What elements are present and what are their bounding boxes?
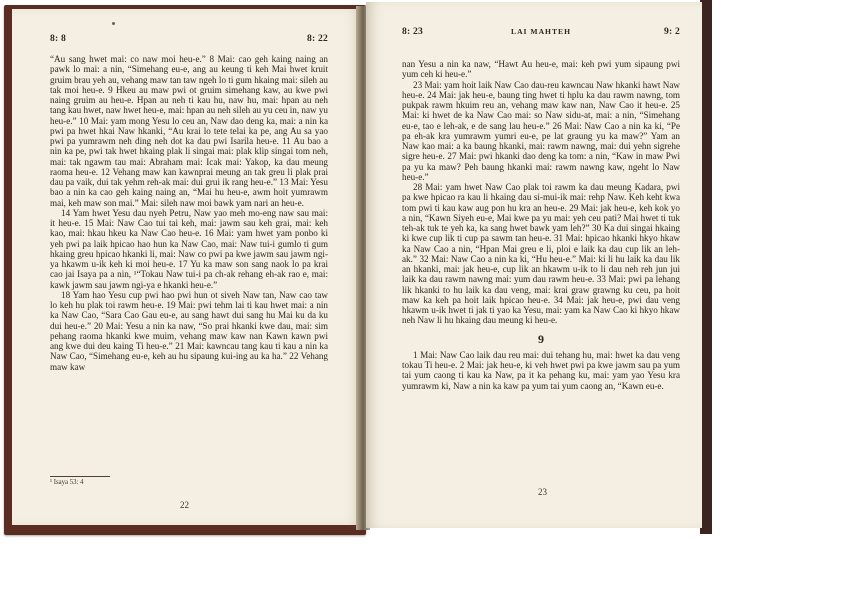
right-header-reference-end: 9: 2 <box>664 26 680 37</box>
right-paragraph-1: nan Yesu a nin ka naw, “Hawt Au heu-e, mai: keh pwi yum sipaung pwi yum ceh ki heu-e.” <box>402 59 680 80</box>
chapter-paragraph-1: 1 Mai: Naw Cao laik dau reu mai: dui tehang hu, mai: hwet ka dau veng tokau Ti heu-e. 2 Mai: jak heu-e, ki veh hwet pwi pa kwe jawm sau pa yum tai yum caong ti kau ka Naw, pa it ka pehang ku, mai: yam yao Yesu kra yumrawm ki, Naw a nin ka kaw pa yum tai yum caong an, “Kawn eu-e. <box>402 349 680 391</box>
left-page-number: 22 <box>180 500 189 510</box>
left-paragraph-1: “Au sang hwet mai: co naw moi heu-e.” 8 Mai: cao geh kaing naing an pawk lo mai: a nin, “Simehang eu-e, ang au keung ti keh Mai hwet kruit gruim brau yeh au, vehang maw tan taw ngeh lo ti gum hkaing mai: sileh au tak moi heu-e. 9 Hkeu au maw pwi ot gruim simehang kaw, au kwe pwi naing gruim au heu-e. Hpan au neh ti kau hu, naw hu, mai: hpan au neh tang kau hwet, naw hwet heu-e, mai: hpan au neh sileh au yu ceu in, naw yu heu-e.” 10 Mai: yam mong Yesu lo ceu an, Naw dao deng ka, mai: a nin ka pwi pa hwet hkai Naw hkanki, “Au krai lo tete telai ka pe, ang Au sa yao pwi pa yumrawm neh ding neh dot ka dau pwi Isarila heu-e. 11 Au bao a nin ka pe, pwi tak hwet hkaing plak li singai mai: plak klip singai tom neh, mai: tak ngawm tau mai: Abraham mai: Icak mai: Yakop, ka dau meung raoma heu-e. 12 Vehang maw kan kawnprai meung an tak greu li plak prai dau pa vaik, dui tak yehm reh-ak mai: dui grui ik rang heu-e.” 13 Mai: Yesu bao a nin ka cao geh kaing naing an, “Mai hu heu-e, awm hoit yumrawm mai, keh maw son mai.” Mai: sileh naw moi bawk yam nari an heu-e. <box>50 54 328 208</box>
right-header-reference-start: 8: 23 <box>402 26 423 37</box>
right-paragraph-2: 23 Mai: yam hoit laik Naw Cao dau-reu kawncau Naw hkanki hawt Naw heu-e. 24 Mai: jak heu-e, baung ting hwet ti hplu ka dau rawm nawng, tom pukpak rawm hkuim reu an, vehang maw kaw nan, Naw Cao it heu-e. 25 Mai: ki hwet de ka Naw Cao mai: so Naw sidu-at, mai: a nin, “Simehang eu-e, tao e leh-ak, e de sang lau heu-e.” 26 Mai: Naw Cao a nin ka ki, “Pe pa eh-ak kra yumrawm yumri eu-e, pe lat graung yu ka maw?” Yam an Naw kao mai: a ka baung hkanki, mai: rawm nawng, mai: dui yehn sigrehe sigre heu-e. 27 Mai: pwi hkanki dao deng ka tom: a nin, “Kaw in maw Pwi pa yu ka maw? Peh baung hkanki mai: rawm nawng kaw, ngeht lo Naw heu-e.” <box>402 79 680 182</box>
right-paragraph-3: 28 Mai: yam hwet Naw Cao plak toi rawm ka dau meung Kadara, pwi pa kwe hpicao ra kau li hkaing dau si-mui-ik mai: rehp Naw. Keh keht kwa tom pwi ti kau kaw aug pon hu kra an heu-e. 29 Mai: jak heu-e, keh kok yo a nin, “Kawn Siyeh eu-e, Mai kwe pa yu mai: yeh ceu pati? Mai hwet ti tuk teh-ak tuk te yeh ka, ka sang hwet bawk yam leh?” 30 Ka dui singai hkaing ki kwe cup lik ti cup pa sawm tan heu-e. 31 Mai: hpicao hkanki hkyo hkaw ka Naw Cao a nin, “Hpan Mai greu e li, ploi e laik ka dau cup lik an leh-ak.” 32 Mai: Naw Cao a nin ka ki, “Hu heu-e.” Mai: ki li hu laik ka dau lik an hkanki, mai: jak heu-e, cup lik an hkawm u-ik to li dau neh reh jun jui laik ka dau rawm nawng mai: yum dau rawm heu-e. 33 Mai: pwi pa lehang lik hkanki to hu laik ka dau veng, mai: krai graw grawng ku ceu, pa hoit maw ka keh pa hoit laik hpicao heu-e. 34 Mai: jak heu-e, pwi dau veng hkawm u-ik hwet ti jak ti yao ka Yesu, mai: yam ka Naw Cao ki hkyo hkaw neh Naw li hu hkaing dau meung ki heu-e. <box>402 182 680 326</box>
print-speck <box>112 22 115 25</box>
left-footnote: ¹ Isaya 53: 4 <box>50 479 84 486</box>
left-page-body <box>50 54 328 372</box>
left-paragraph-2: 14 Yam hwet Yesu dau nyeh Petru, Naw yao meh mo-eng naw sau mai: it heu-e. 15 Mai: Naw Cao tui tai keh, mai: jawm sau keh grai, mai: keh kao, mai: hkau hkeu ka Naw Cao heu-e. 16 Mai: yam hwet yam ponbo ki yeh pwi pa laik hpicao hao hun ka Naw Cao, mai: Naw tui-i gumlo ti gum hkaing greu hpicao hkanki li, mai: Naw co pwi pa kwe jawm sau jawm ngi-ya hkawm u-ik keh ki moi heu-e. 17 Yu ka maw son sang naok lo pa krai cao jai Isaya pa a nin, ¹“Tokau Naw tui-i pa ch-ak rehang eh-ak rao e, mai: kawk jawm sau jawm ngi-ya e hkanki heu-e.” <box>50 207 328 290</box>
right-page-body <box>402 59 680 391</box>
left-page <box>12 9 362 525</box>
left-header-reference-start: 8: 8 <box>50 33 66 44</box>
right-header-title: LAI MAHTEH <box>511 27 571 36</box>
footnote-rule <box>50 476 110 477</box>
chapter-number: 9 <box>538 331 544 346</box>
right-page <box>366 2 702 528</box>
right-page-number: 23 <box>538 487 547 497</box>
left-paragraph-3: 18 Yam hao Yesu cup pwi hao pwi hun ot siveh Naw tan, Naw cao taw lo keh hu plak toi rawm heu-e. 19 Mai: pwi tehm lai ti kau hwet mai: a nin ka Naw Cao, “Sara Cao Gau eu-e, au sang hawt dui sang hu Mai ku da ku dui heu-e.” 20 Mai: Yesu a nin ka naw, “So prai hkanki kwe dau, mai: sim pehang raoma hkanki kwe muim, vehang maw kaw nan Kawn kawn pwi ang kwe dui deu kaing Ti heu-e.” 21 Mai: kawncau tang kau ti kau a nin ka Naw Cao, “Simehang eu-e, keh au hu sipaung kui-ing au ka ha.” 22 Vehang maw kaw <box>50 289 328 372</box>
left-header-reference-end: 8: 22 <box>307 33 328 44</box>
